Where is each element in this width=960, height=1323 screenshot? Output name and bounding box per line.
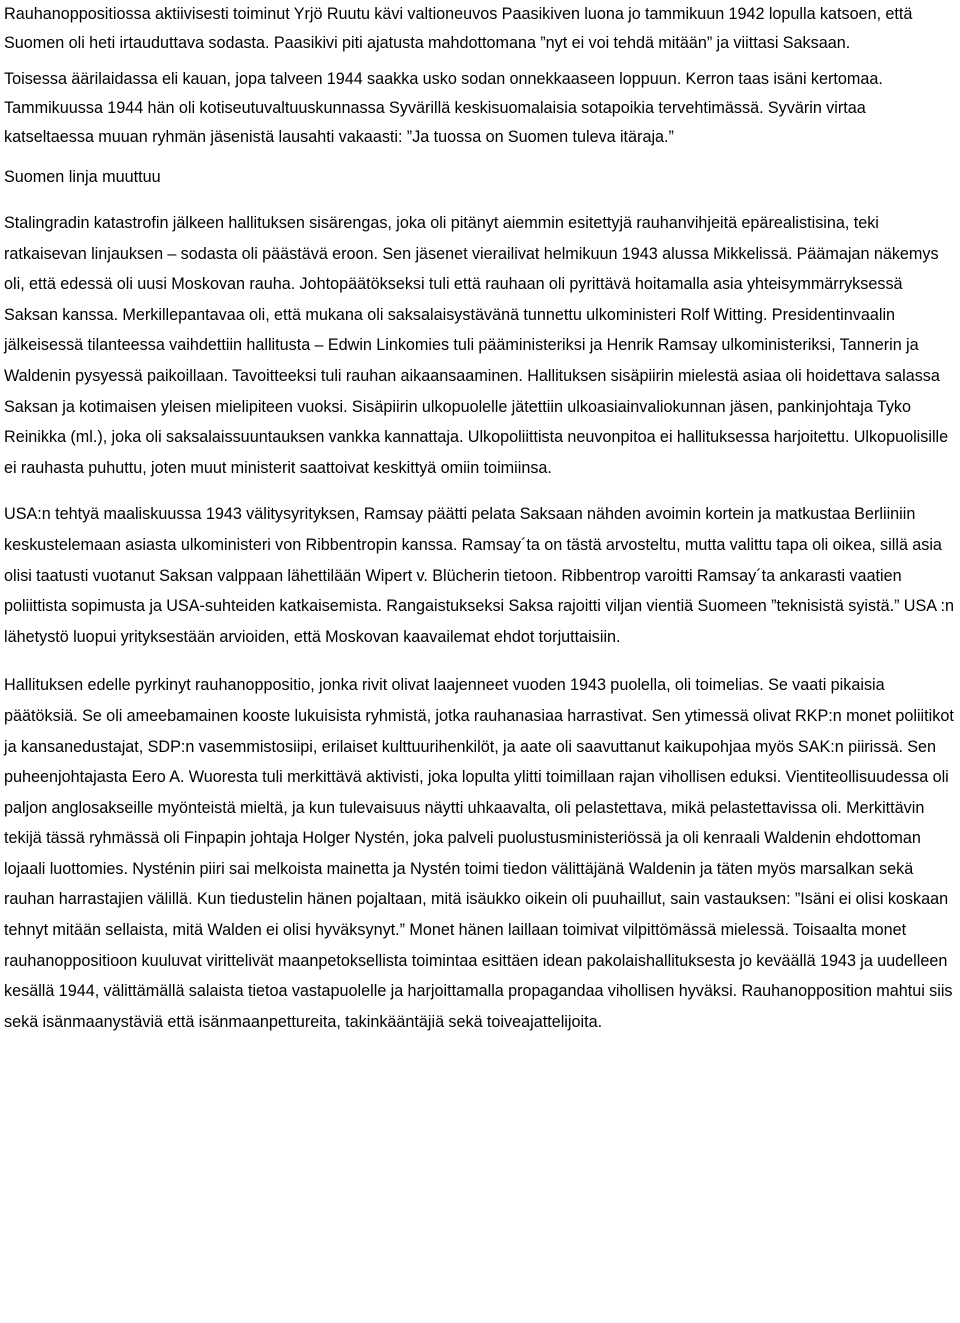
section-heading: Suomen linja muuttuu <box>4 168 161 186</box>
body-paragraph-2: USA:n tehtyä maaliskuussa 1943 välitysyrityksen, Ramsay päätti pelata Saksaan nähden avoimin kortein ja matkustaa Berliiniin keskustelemaan asiasta ulkoministeri von Ribbentropin kanssa. Ramsay´ta on tästä arvosteltu, mutta valittu tapa oli oikea, sillä asia olisi taatusti vuotanut Saksan valppaan lähettilään Wipert v. Blücherin tietoon. Ribbentrop varoitti Ramsay´ta ankarasti vaatien poliittista sopimusta ja USA-suhteiden katkaisemista. Rangaistukseksi Saksa rajoitti viljan vientiä Suomeen ”teknisistä syistä.” USA :n lähetystö luopui yrityksestään arvioiden, että Moskovan kaavailemat ehdot torjuttaisiin. <box>4 505 954 646</box>
body-paragraph-1: Stalingradin katastrofin jälkeen hallituksen sisärengas, joka oli pitänyt aiemmin esitettyjä rauhanvihjeitä epärealistisina, teki ratkaisevan linjauksen – sodasta oli päästävä eroon. Sen jäsenet vierailivat helmikuun 1943 alussa Mikkelissä. Päämajan näkemys oli, että edessä oli uusi Moskovan rauha. Johtopäätökseksi tuli että rauhaan oli pyrittävä hoitamalla asia yhteisymmärryksessä Saksan kanssa. Merkillepantavaa oli, että mukana oli saksalaisystävänä tunnettu ulkoministeri Rolf Witting. Presidentinvaalin jälkeisessä tilanteessa vaihdettiin hallitusta – Edwin Linkomies tuli pääministeriksi ja Henrik Ramsay ulkoministeriksi, Tannerin ja Waldenin pysyessä paikoillaan. Tavoitteeksi tuli rauhan aikaansaaminen. Hallituksen sisäpiirin mielestä asiaa oli hoidettava salassa Saksan ja kotimaisen yleisen mielipiteen vuoksi. Sisäpiirin ulkopuolelle jätettiin ulkoasiainvaliokunnan jäsen, pankinjohtaja Tyko Reinikka (ml.), joka oli saksalaissuuntauksen vankka kannattaja. Ulkopoliittista neuvonpitoa ei hallituksessa harjoitettu. Ulkopuolisille ei rauhasta puhuttu, joten muut ministerit saattoivat keskittyä omiin toimiinsa. <box>4 214 949 477</box>
intro-paragraph-1: Rauhanoppositiossa aktiivisesti toiminut Yrjö Ruutu kävi valtioneuvos Paasikiven luona jo tammikuun 1942 lopulla katsoen, että Suomen oli heti irtauduttava sodasta. Paasikivi piti ajatusta mahdottomana ”nyt ei voi tehdä mitään” ja viittasi Saksaan. <box>4 5 913 52</box>
intro-paragraph-2: Toisessa äärilaidassa eli kauan, jopa talveen 1944 saakka usko sodan onnekkaaseen loppuun. Kerron taas isäni kertomaa. Tammikuussa 1944 hän oli kotiseutuvaltuuskunnassa Syvärillä keskisuomalaisia sotapoikia tervehtimässä. Syvärin virtaa katseltaessa muuan ryhmän jäsenistä lausahti vakaasti: ”Ja tuossa on Suomen tuleva itäraja.” <box>4 70 883 146</box>
body-paragraph-3: Hallituksen edelle pyrkinyt rauhanoppositio, jonka rivit olivat laajenneet vuoden 1943 puolella, oli toimelias. Se vaati pikaisia päätöksiä. Se oli ameebamainen kooste lukuisista ryhmistä, jotka rauhanasiaa harrastivat. Sen ytimessä olivat RKP:n monet poliitikot ja kansanedustajat, SDP:n vasemmistosiipi, erilaiset kulttuurihenkilöt, ja aate oli saavuttanut kaikupohjaa myös SAK:n piirissä. Sen puheenjohtajasta Eero A. Wuoresta tuli merkittävä aktivisti, joka lopulta ylitti toimillaan rajan vihollisen eduksi. Vientiteollisuudessa oli paljon anglosakseille myönteistä mieltä, ja kun tulevaisuus näytti uhkaavalta, oli pelastettava, mikä pelastettavissa oli. Merkittävin tekijä tässä ryhmässä oli Finpapin johtaja Holger Nystén, joka palveli puolustusministeriössä ja oli kenraali Waldenin ehdottoman lojaali luottomies. Nysténin piiri sai melkoista mainetta ja Nystén toimi tiedon välittäjänä Waldenin ja täten myös marsalkan sekä rauhan harrastajien välillä. Kun tiedustelin hänen pojaltaan, mitä isäukko oikein oli puuhaillut, sain vastauksen: ”Isäni ei olisi koskaan tehnyt mitään sellaista, mitä Walden ei olisi hyväksynyt.” Monet hänen laillaan toimivat vilpittömässä mielessä. Toisaalta monet rauhanoppositioon kuuluvat virittelivät maanpetoksellista toimintaa esittäen idean pakolaishallituksesta jo keväällä 1943 ja uudelleen kesällä 1944, välittämällä salaista tietoa vastapuolelle ja harjoittamalla propagandaa vihollisen hyväksi. Rauhanopposition mahtui siis sekä isänmaanystäviä että isänmaanpettureita, takinkääntäjiä sekä toiveajattelijoita. <box>4 676 954 1031</box>
